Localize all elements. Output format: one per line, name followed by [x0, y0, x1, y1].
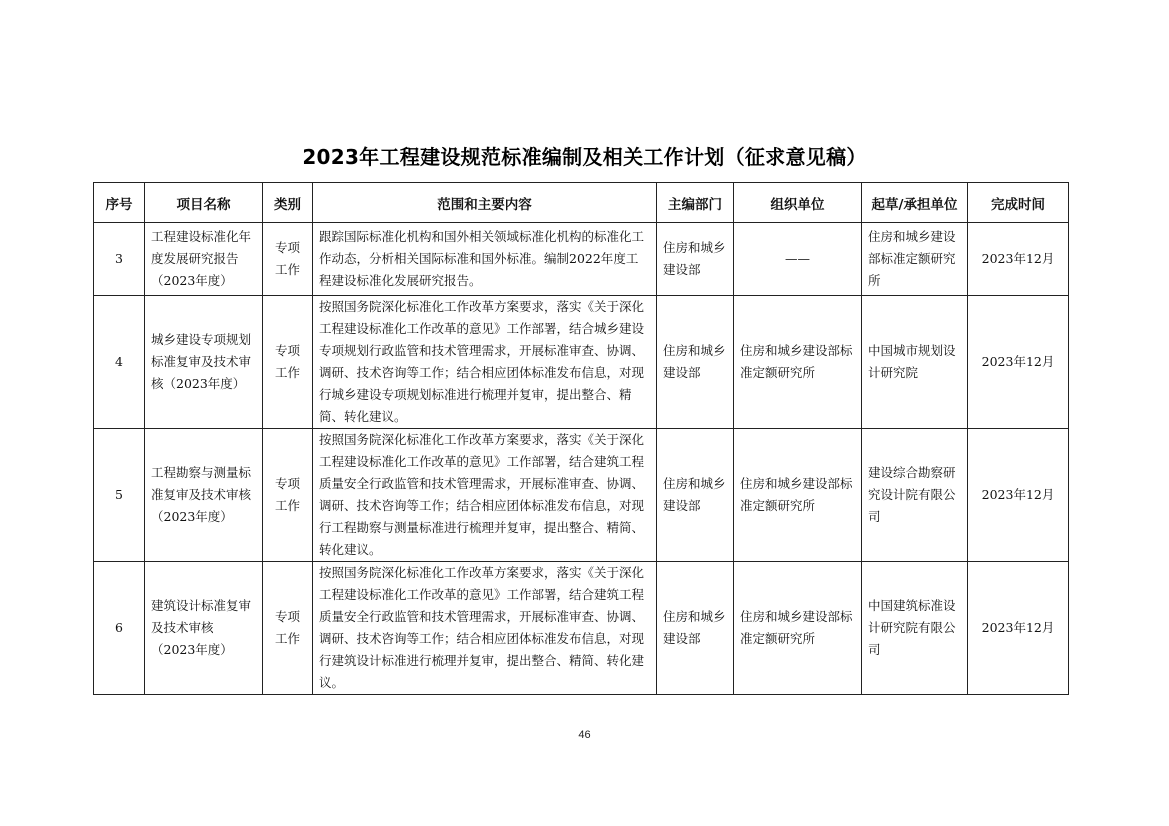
cell-type: 专项工作 [263, 296, 313, 429]
cell-seq: 5 [94, 429, 145, 562]
cell-org: —— [734, 223, 862, 296]
cell-org: 住房和城乡建设部标准定额研究所 [734, 429, 862, 562]
cell-name: 工程建设标准化年度发展研究报告（2023年度） [145, 223, 263, 296]
cell-org: 住房和城乡建设部标准定额研究所 [734, 296, 862, 429]
cell-date: 2023年12月 [968, 223, 1069, 296]
cell-dept: 住房和城乡建设部 [657, 223, 734, 296]
page-number: 46 [578, 729, 591, 741]
cell-dept: 住房和城乡建设部 [657, 562, 734, 695]
cell-date: 2023年12月 [968, 296, 1069, 429]
table-row [94, 296, 1069, 429]
cell-type: 专项工作 [263, 429, 313, 562]
cell-seq: 6 [94, 562, 145, 695]
table-row [94, 429, 1069, 562]
cell-scope: 按照国务院深化标准化工作改革方案要求，落实《关于深化工程建设标准化工作改革的意见》工作部署，结合建筑工程质量安全行政监管和技术管理需求，开展标准审查、协调、调研、技术咨询等工作；结合相应团体标准发布信息，对现行建筑设计标准进行梳理并复审，提出整合、精简、转化建议。 [313, 562, 657, 695]
cell-org: 住房和城乡建设部标准定额研究所 [734, 562, 862, 695]
cell-type: 专项工作 [263, 223, 313, 296]
cell-undertaker: 中国城市规划设计研究院 [862, 296, 968, 429]
cell-dept: 住房和城乡建设部 [657, 296, 734, 429]
header-seq: 序号 [94, 183, 145, 223]
header-type: 类别 [263, 183, 313, 223]
cell-name: 建筑设计标准复审及技术审核（2023年度） [145, 562, 263, 695]
header-undertaker: 起草/承担单位 [862, 183, 968, 223]
header-name: 项目名称 [145, 183, 263, 223]
page-title: 2023年工程建设规范标准编制及相关工作计划（征求意见稿） [302, 145, 867, 169]
header-scope: 范围和主要内容 [313, 183, 657, 223]
header-org: 组织单位 [734, 183, 862, 223]
cell-name: 城乡建设专项规划标准复审及技术审核（2023年度） [145, 296, 263, 429]
cell-seq: 4 [94, 296, 145, 429]
header-dept: 主编部门 [657, 183, 734, 223]
header-date: 完成时间 [968, 183, 1069, 223]
cell-scope: 按照国务院深化标准化工作改革方案要求，落实《关于深化工程建设标准化工作改革的意见》工作部署，结合建筑工程质量安全行政监管和技术管理需求，开展标准审查、协调、调研、技术咨询等工作；结合相应团体标准发布信息，对现行工程勘察与测量标准进行梳理并复审，提出整合、精简、转化建议。 [313, 429, 657, 562]
cell-type: 专项工作 [263, 562, 313, 695]
cell-undertaker: 建设综合勘察研究设计院有限公司 [862, 429, 968, 562]
cell-scope: 跟踪国际标准化机构和国外相关领域标准化机构的标准化工作动态，分析相关国际标准和国外标准。编制2022年度工程建设标准化发展研究报告。 [313, 223, 657, 296]
cell-undertaker: 住房和城乡建设部标准定额研究所 [862, 223, 968, 296]
cell-date: 2023年12月 [968, 429, 1069, 562]
cell-seq: 3 [94, 223, 145, 296]
cell-undertaker: 中国建筑标准设计研究院有限公司 [862, 562, 968, 695]
work-plan-table [93, 182, 1069, 695]
table-header-row [94, 183, 1069, 223]
cell-name: 工程勘察与测量标准复审及技术审核（2023年度） [145, 429, 263, 562]
table-row [94, 223, 1069, 296]
cell-dept: 住房和城乡建设部 [657, 429, 734, 562]
cell-scope: 按照国务院深化标准化工作改革方案要求，落实《关于深化工程建设标准化工作改革的意见》工作部署，结合城乡建设专项规划行政监管和技术管理需求，开展标准审查、协调、调研、技术咨询等工作；结合相应团体标准发布信息，对现行城乡建设专项规划标准进行梳理并复审，提出整合、精简、转化建议。 [313, 296, 657, 429]
table-row [94, 562, 1069, 695]
cell-date: 2023年12月 [968, 562, 1069, 695]
